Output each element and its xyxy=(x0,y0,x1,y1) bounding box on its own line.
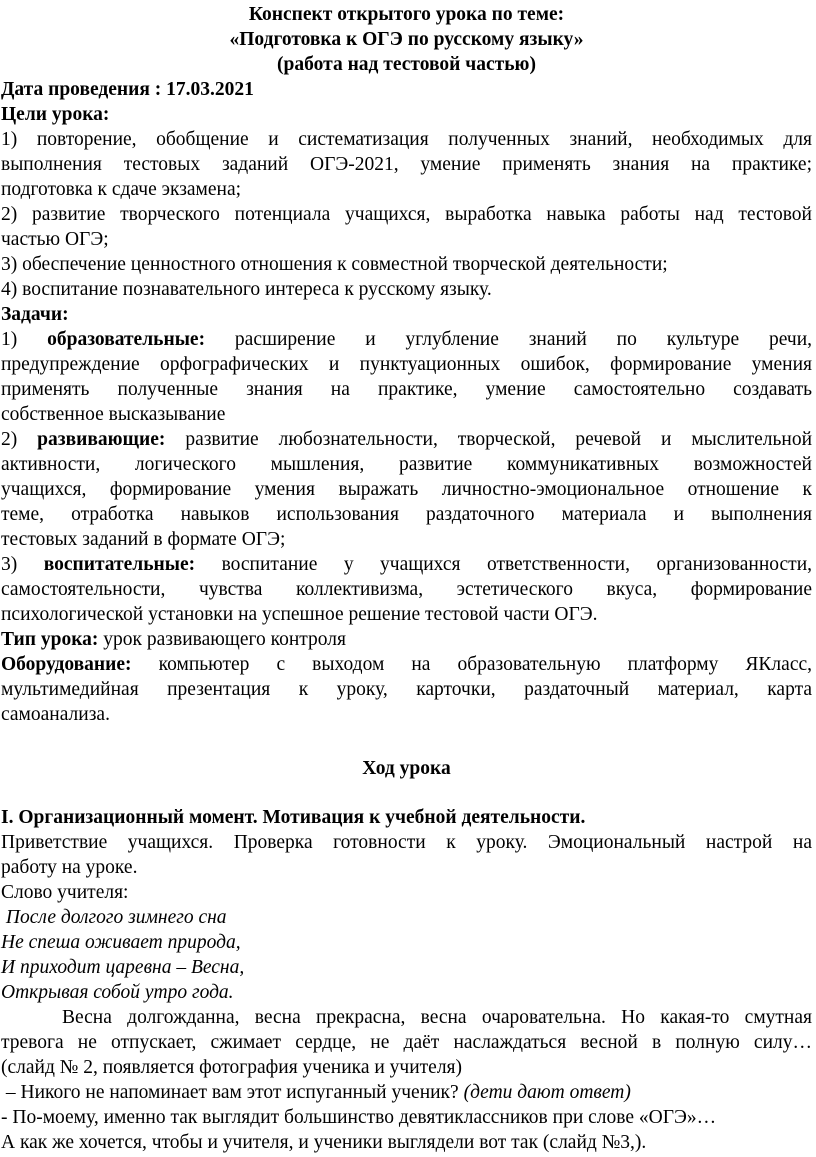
lesson-date: Дата проведения : 17.03.2021 xyxy=(1,79,254,100)
equipment-label: Оборудование: xyxy=(1,654,132,675)
task-2-line-5: тестовых заданий в формате ОГЭ; xyxy=(1,529,286,550)
equipment-line-3: самоанализа. xyxy=(1,704,110,725)
task-2-line-1 xyxy=(1,428,812,452)
task-2-line-2: активности, логического мышления, развитие коммуникативных возможностей xyxy=(1,454,812,475)
section-1-p2-line-1: Весна долгожданна, весна прекрасна, весна очаровательна. Но какая-то смутная xyxy=(62,1007,812,1028)
section-1-heading: I. Организационный момент. Мотивация к учебной деятельности. xyxy=(1,807,586,828)
task-3-line-2: самостоятельности, чувства коллективизма, эстетического вкуса, формирование xyxy=(1,579,812,600)
task-2-label: развивающие: xyxy=(37,429,166,450)
task-1-label: образовательные: xyxy=(47,329,206,350)
tasks-heading: Задачи: xyxy=(1,304,69,325)
goal-2-line-1: 2) развитие творческого потенциала учащихся, выработка навыка работы над тестовой xyxy=(1,204,812,225)
course-heading: Ход урока xyxy=(362,758,451,779)
equipment-text: компьютер с выходом на образовательную платформу ЯКласс, xyxy=(158,654,812,675)
teacher-word: Слово учителя: xyxy=(1,882,129,903)
task-2-line-3: учащихся, формирование умения выражать личностно-эмоциональное отношение к xyxy=(1,479,812,500)
poem-line-4: Открывая собой утро года. xyxy=(1,982,234,1003)
goal-1-line-3: подготовка к сдаче экзамена; xyxy=(1,179,242,200)
task-1-line-2: предупреждение орфографических и пунктуационных ошибок, формирование умения xyxy=(1,354,812,375)
goal-1-line-1: 1) повторение, обобщение и систематизация полученных знаний, необходимых для xyxy=(1,129,812,150)
section-1-p1-line-1: Приветствие учащихся. Проверка готовности к уроку. Эмоциональный настрой на xyxy=(1,832,812,853)
poem-line-2: Не спеша оживает природа, xyxy=(1,932,241,953)
question-note: (дети дают ответ) xyxy=(463,1082,631,1103)
question-line xyxy=(1,1081,812,1105)
section-1-p3-line-2: А как же хочется, чтобы и учителя, и ученики выглядели вот так (слайд №3,). xyxy=(1,1132,647,1153)
task-1-number: 1) xyxy=(1,329,18,350)
goal-1-line-2: выполнения тестовых заданий ОГЭ-2021, умение применять знания на практике; xyxy=(1,154,812,175)
task-3-text: воспитание у учащихся ответственности, организованности, xyxy=(221,554,813,575)
goal-2-line-2: частью ОГЭ; xyxy=(1,229,109,250)
task-2-line-4: теме, отработка навыков использования раздаточного материала и выполнения xyxy=(1,504,812,525)
section-1-p2-line-2: тревога не отпускает, сжимает сердце, не даёт наслаждаться весной в полную силу… xyxy=(1,1032,812,1053)
poem-line-1: После долгого зимнего сна xyxy=(1,907,227,928)
task-2-text: развитие любознательности, творческой, речевой и мыслительной xyxy=(185,429,813,450)
equipment-line-2: мультимедийная презентация к уроку, карточки, раздаточный материал, карта xyxy=(1,679,812,700)
lesson-type-label: Тип урока: xyxy=(1,629,99,650)
task-2-number: 2) xyxy=(1,429,18,450)
section-1-p2-line-3: (слайд № 2, появляется фотография ученика и учителя) xyxy=(1,1057,463,1078)
task-3-line-1 xyxy=(1,553,812,577)
equipment-line-1 xyxy=(1,653,812,677)
question-text: – Никого не напоминает вам этот испуганный ученик? xyxy=(1,1082,459,1103)
section-1-p3-line-1: - По-моему, именно так выглядит большинство девятиклассников при слове «ОГЭ»… xyxy=(1,1107,717,1128)
goal-4: 4) воспитание познавательного интереса к русскому языку. xyxy=(1,279,492,300)
lesson-type xyxy=(1,628,812,652)
task-1-line-3: применять полученные знания на практике, умение самостоятельно создавать xyxy=(1,379,812,400)
task-1-line-4: собственное высказывание xyxy=(1,404,226,425)
title-line-1: Конспект открытого урока по теме: xyxy=(248,4,565,25)
section-1-p1-line-2: работу на уроке. xyxy=(1,857,138,878)
task-1-line-1 xyxy=(1,328,812,352)
lesson-type-value: урок развивающего контроля xyxy=(103,629,346,650)
task-3-line-3: психологической установки на успешное решение тестовой части ОГЭ. xyxy=(1,604,598,625)
title-line-3: (работа над тестовой частью) xyxy=(277,54,536,75)
title-line-2: «Подготовка к ОГЭ по русскому языку» xyxy=(229,29,584,50)
task-1-text: расширение и углубление знаний по культуре речи, xyxy=(234,329,812,350)
task-3-number: 3) xyxy=(1,554,18,575)
goals-heading: Цели урока: xyxy=(1,104,110,125)
poem-line-3: И приходит царевна – Весна, xyxy=(1,957,245,978)
goal-3: 3) обеспечение ценностного отношения к совместной творческой деятельности; xyxy=(1,254,668,275)
task-3-label: воспитательные: xyxy=(43,554,196,575)
